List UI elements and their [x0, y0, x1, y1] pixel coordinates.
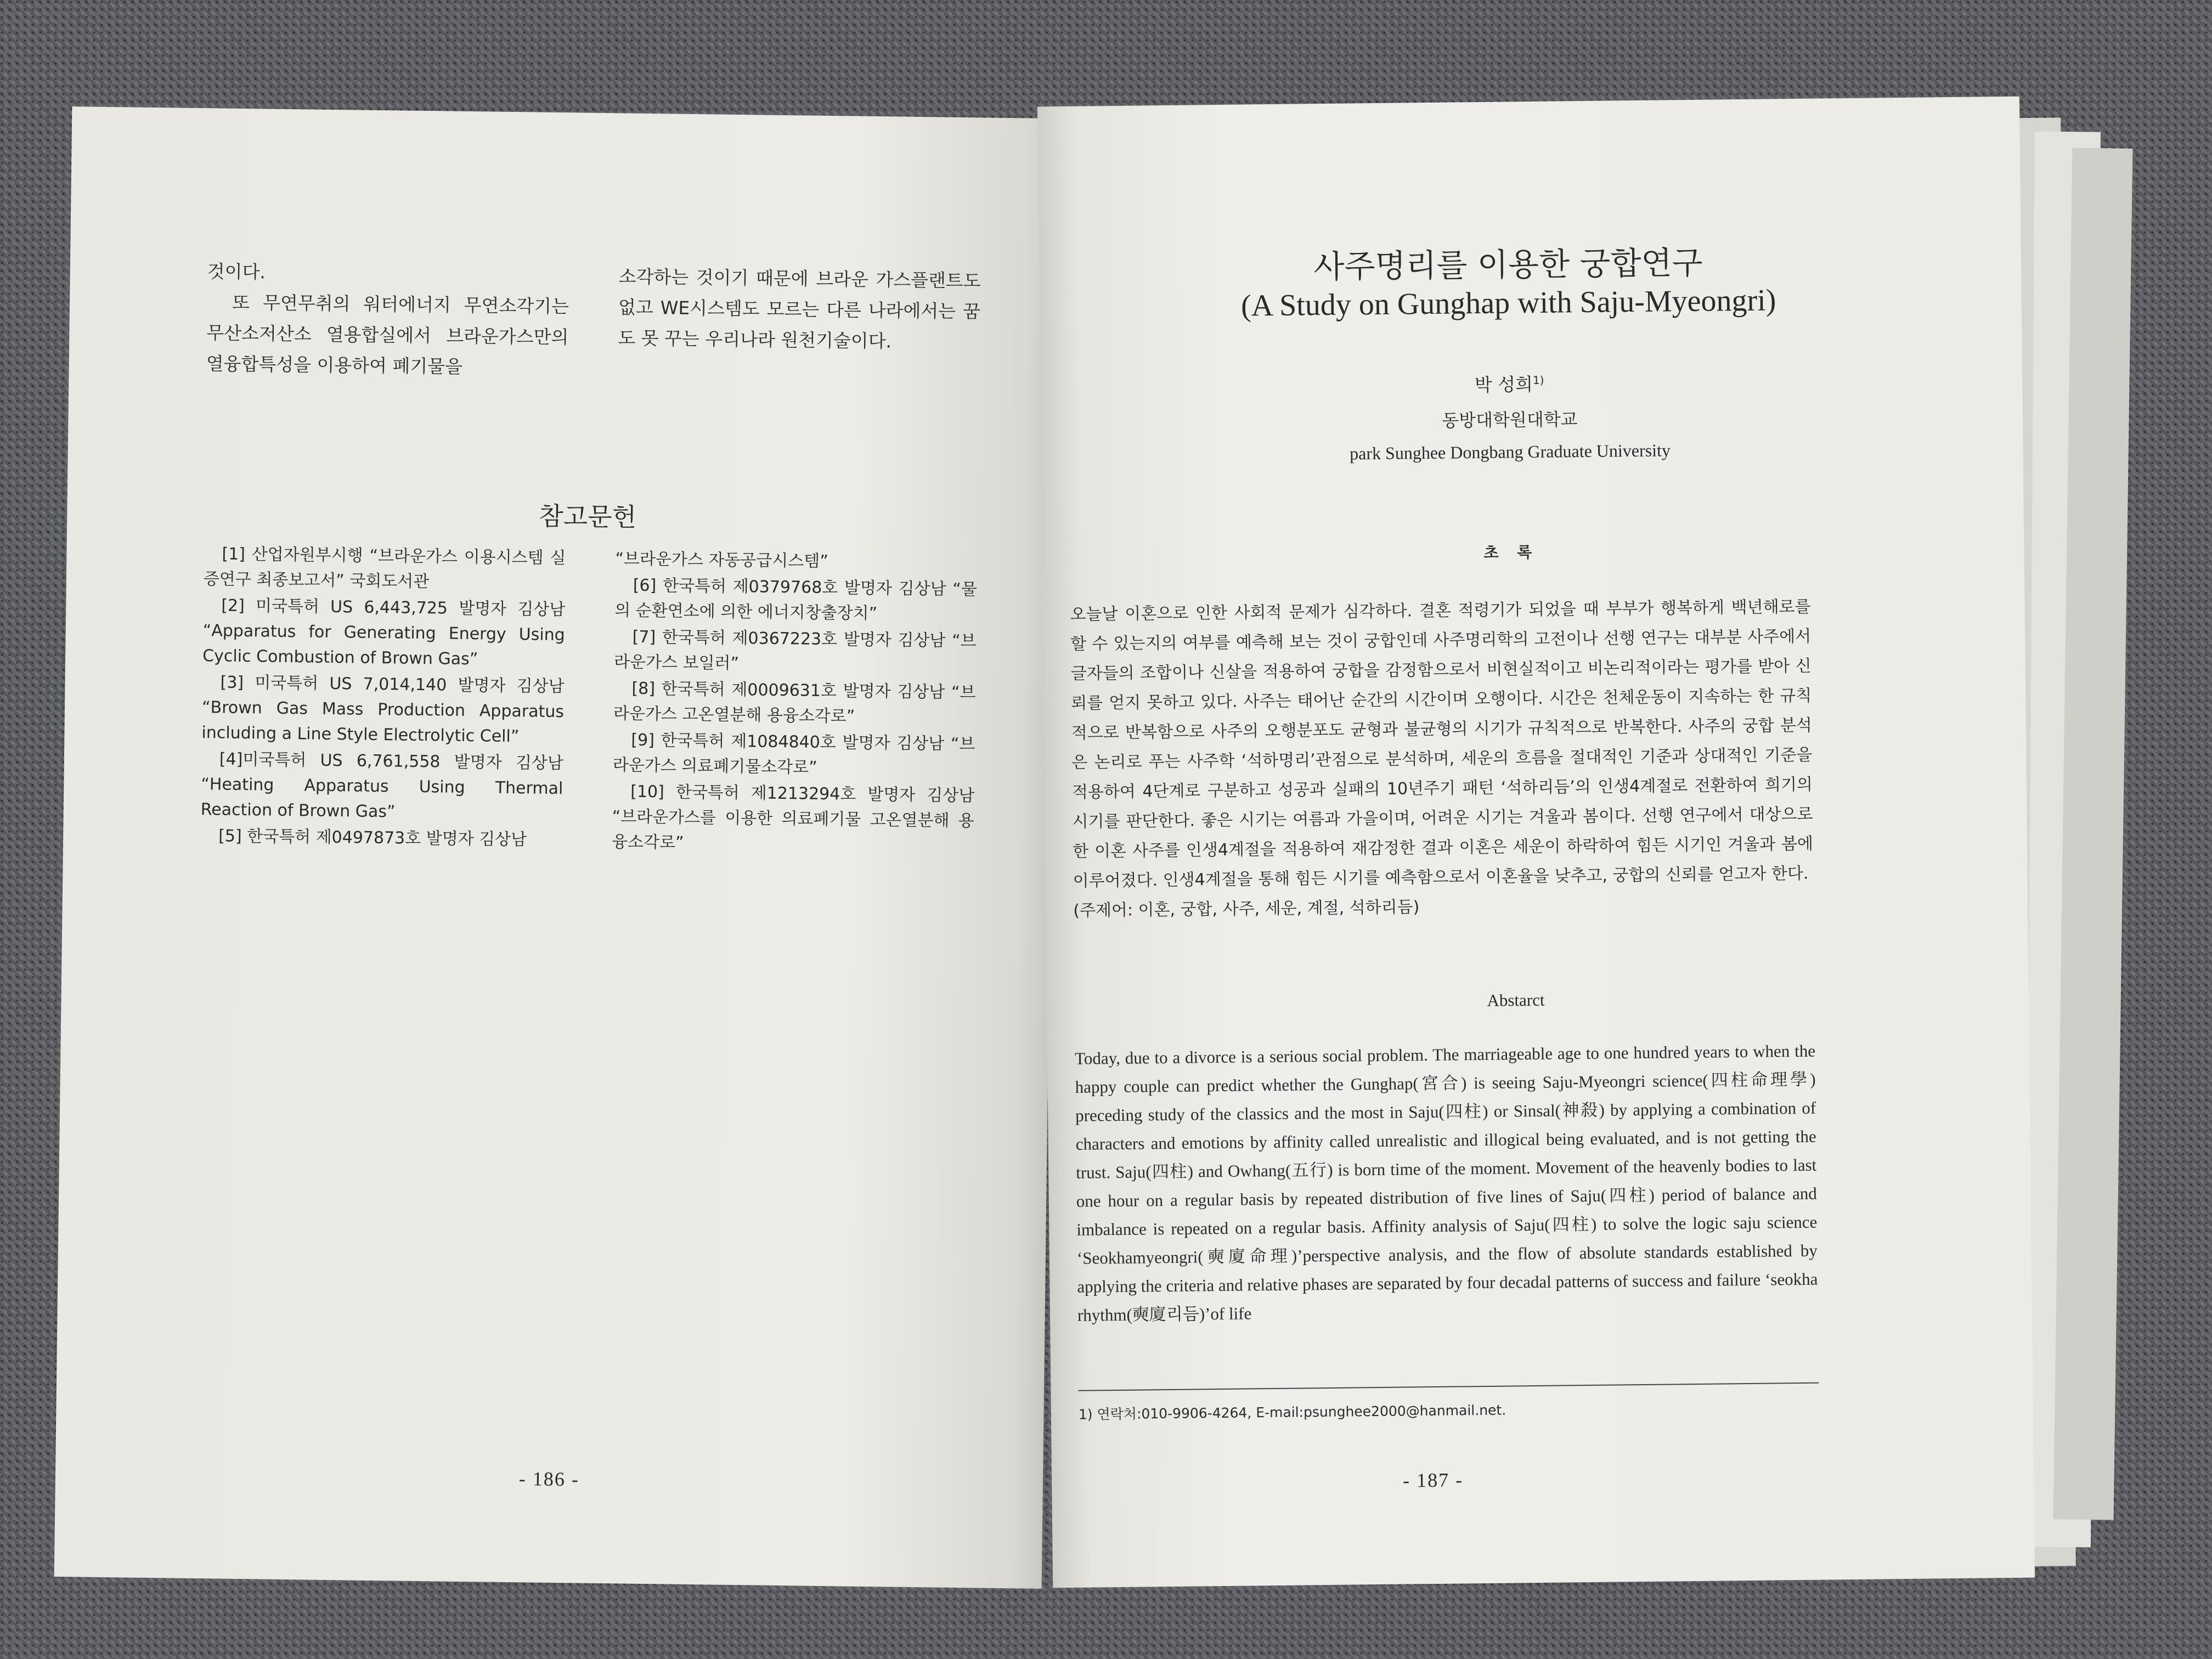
reference-item: “브라운가스 자동공급시스템”	[615, 549, 829, 572]
footnote-rule	[1078, 1383, 1819, 1391]
reference-item: [5] 한국특허 제0497873호 발명자 김상남	[218, 826, 527, 850]
reference-item: [1] 산업자원부시행 “브라운가스 이용시스템 실증연구 최종보고서” 국회도서관	[203, 544, 566, 592]
author-footnote-mark: 1)	[1532, 373, 1544, 387]
abstract-heading-korean: 초 록	[1483, 543, 1539, 562]
paragraph: 것이다.	[207, 261, 266, 283]
abstract-korean	[1070, 592, 1814, 926]
abstract-korean-text: 오늘날 이혼으로 인한 사회적 문제가 심각하다. 결혼 적령기가 되었을 때 부부가 행복하게 백년해로를 할 수 있는지의 여부를 예측해 보는 것이 궁합인데 사주명리학의 고전이나 선행 연구는 대부분 사주에서 글자들의 조합이나 신살을 적용하여 궁합을 감정함으로서 비현실적이고 비논리적이라는 평가를 받아 신뢰를 얻지 못하고 있다. 사주는 태어난 순간의 시간이며 오행이다. 시간은 천체운동이 지속하는 한 규칙적으로 반복함으로 사주의 오행분포도 균형과 불균형의 시기가 규칙적으로 반복한다. 사주의 궁합 분석은 논리로 푸는 사주학 ‘석하명리’관점으로 분석하며, 세운의 흐름을 절대적인 기준과 상대적인 기준을 적용하여 4단계로 구분하고 성공과 실패의 10년주기 패턴 ‘석하리듬’의 인생4계절로 전환하여 희기의 시기를 판단한다. 좋은 시기는 여름과 가을이며, 어려운 시기는 겨울과 봄이다. 선행 연구에서 대상으로 한 이혼 사주를 인생4계절을 적용하여 재감정한 결과 이혼은 세운이 하락하여 힘든 시기인 겨울과 봄에 이루어졌다. 인생4계절을 통해 힘든 시기를 예측함으로서 이혼율을 낮추고, 궁합의 신뢰를 얻고자 한다.	[1070, 597, 1814, 891]
body-column-2	[618, 261, 981, 358]
reference-item: [6] 한국특허 제0379768호 발명자 김상남 “물의 순환연소에 의한 에너지창출장치”	[614, 575, 978, 624]
author-name: 박 성희	[1474, 374, 1533, 396]
reference-item: [3] 미국특허 US 7,014,140 발명자 김상남 “Brown Gas Mass Production Apparatus including a Line Style Electrolytic Cell”	[201, 673, 565, 747]
reference-item: [7] 한국특허 제0367223호 발명자 김상남 “브라운가스 보일러”	[613, 627, 977, 674]
reference-item: [2] 미국특허 US 6,443,725 발명자 김상남 “Apparatus for Generating Energy Using Cyclic Combustion of Brown Gas”	[202, 596, 566, 669]
page-number: - 186 -	[518, 1468, 580, 1491]
show-through-text	[473, 364, 837, 1410]
abstract-english	[1075, 1037, 1818, 1330]
paper-title-korean: 사주명리를 이용한 궁합연구	[1313, 244, 1703, 286]
paragraph: 소각하는 것이기 때문에 브라운 가스플랜트도 없고 WE시스템도 모르는 다른 나라에서는 꿈도 못 꾸는 우리나라 원천기술이다.	[618, 266, 981, 352]
reference-item: [4]미국특허 US 6,761,558 발명자 김상남 “Heating Apparatus Using Thermal Reaction of Brown Gas”	[200, 749, 564, 822]
references-column-1	[200, 541, 566, 854]
left-page	[54, 106, 1060, 1589]
right-page	[1037, 97, 2035, 1588]
abstract-english-text: Today, due to a divorce is a serious social problem. The marriageable age to one hundred years to when the happy couple can predict whether the Gunghap(宮合) is seeing Saju-Myeongri science(四柱命理學) preceding study of the classics and the most in Saju(四柱) or Sinsal(神殺) by applying a combination of characters and emotions by affinity called unrealistic and illogical being evaluated, and is not getting the trust. Saju(四柱) and Owhang(五行) is born time of the moment. Movement of the heavenly bodies to last one hour on a regular basis by repeated distribution of five lines of Saju(四柱) period of balance and imbalance is repeated on a regular basis. Affinity analysis of Saju(四柱) to solve the logic saju science ‘Seokhamyeongri(奭廈命理)’perspective analysis, and the flow of absolute standards established by applying the criteria and relative phases are separated by four decadal patterns of success and failure ‘seokha rhythm(奭廈리듬)’of life	[1074, 1041, 1818, 1325]
page-number: - 187 -	[1402, 1469, 1464, 1492]
references-heading: 참고문헌	[539, 501, 637, 532]
body-column-1	[206, 256, 569, 383]
references-column-2	[612, 546, 978, 860]
reference-item: [8] 한국특허 제0009631호 발명자 김상남 “브라운가스 고온열분해 용융소각로”	[613, 679, 976, 726]
reference-item: [9] 한국특허 제1084840호 발명자 김상남 “브라운가스 의료폐기물소각로”	[612, 730, 975, 777]
keywords: (주제어: 이혼, 궁합, 사주, 세운, 계절, 석하리듬)	[1073, 898, 1420, 921]
affiliation-korean: 동방대학원대학교	[1442, 409, 1578, 431]
paper-title-english: (A Study on Gunghap with Saju-Myeongri)	[1240, 283, 1776, 323]
author-line	[1037, 365, 2001, 402]
footnote: 1) 연락처:010-9906-4264, E-mail:psunghee2000@hanmail.net.	[1078, 1402, 1506, 1423]
reference-item: [10] 한국특허 제1213294호 발명자 김상남 “브라운가스를 이용한 의료폐기물 고온열분해 용융소각로”	[611, 782, 975, 853]
paragraph: 또 무연무취의 워터에너지 무연소각기는 무산소저산소 열용합실에서 브라운가스만의 열융합특성을 이용하여 폐기물을	[206, 291, 569, 377]
abstract-heading-english: Abstarct	[1487, 990, 1545, 1010]
affiliation-english: park Sunghee Dongbang Graduate University	[1349, 440, 1671, 464]
